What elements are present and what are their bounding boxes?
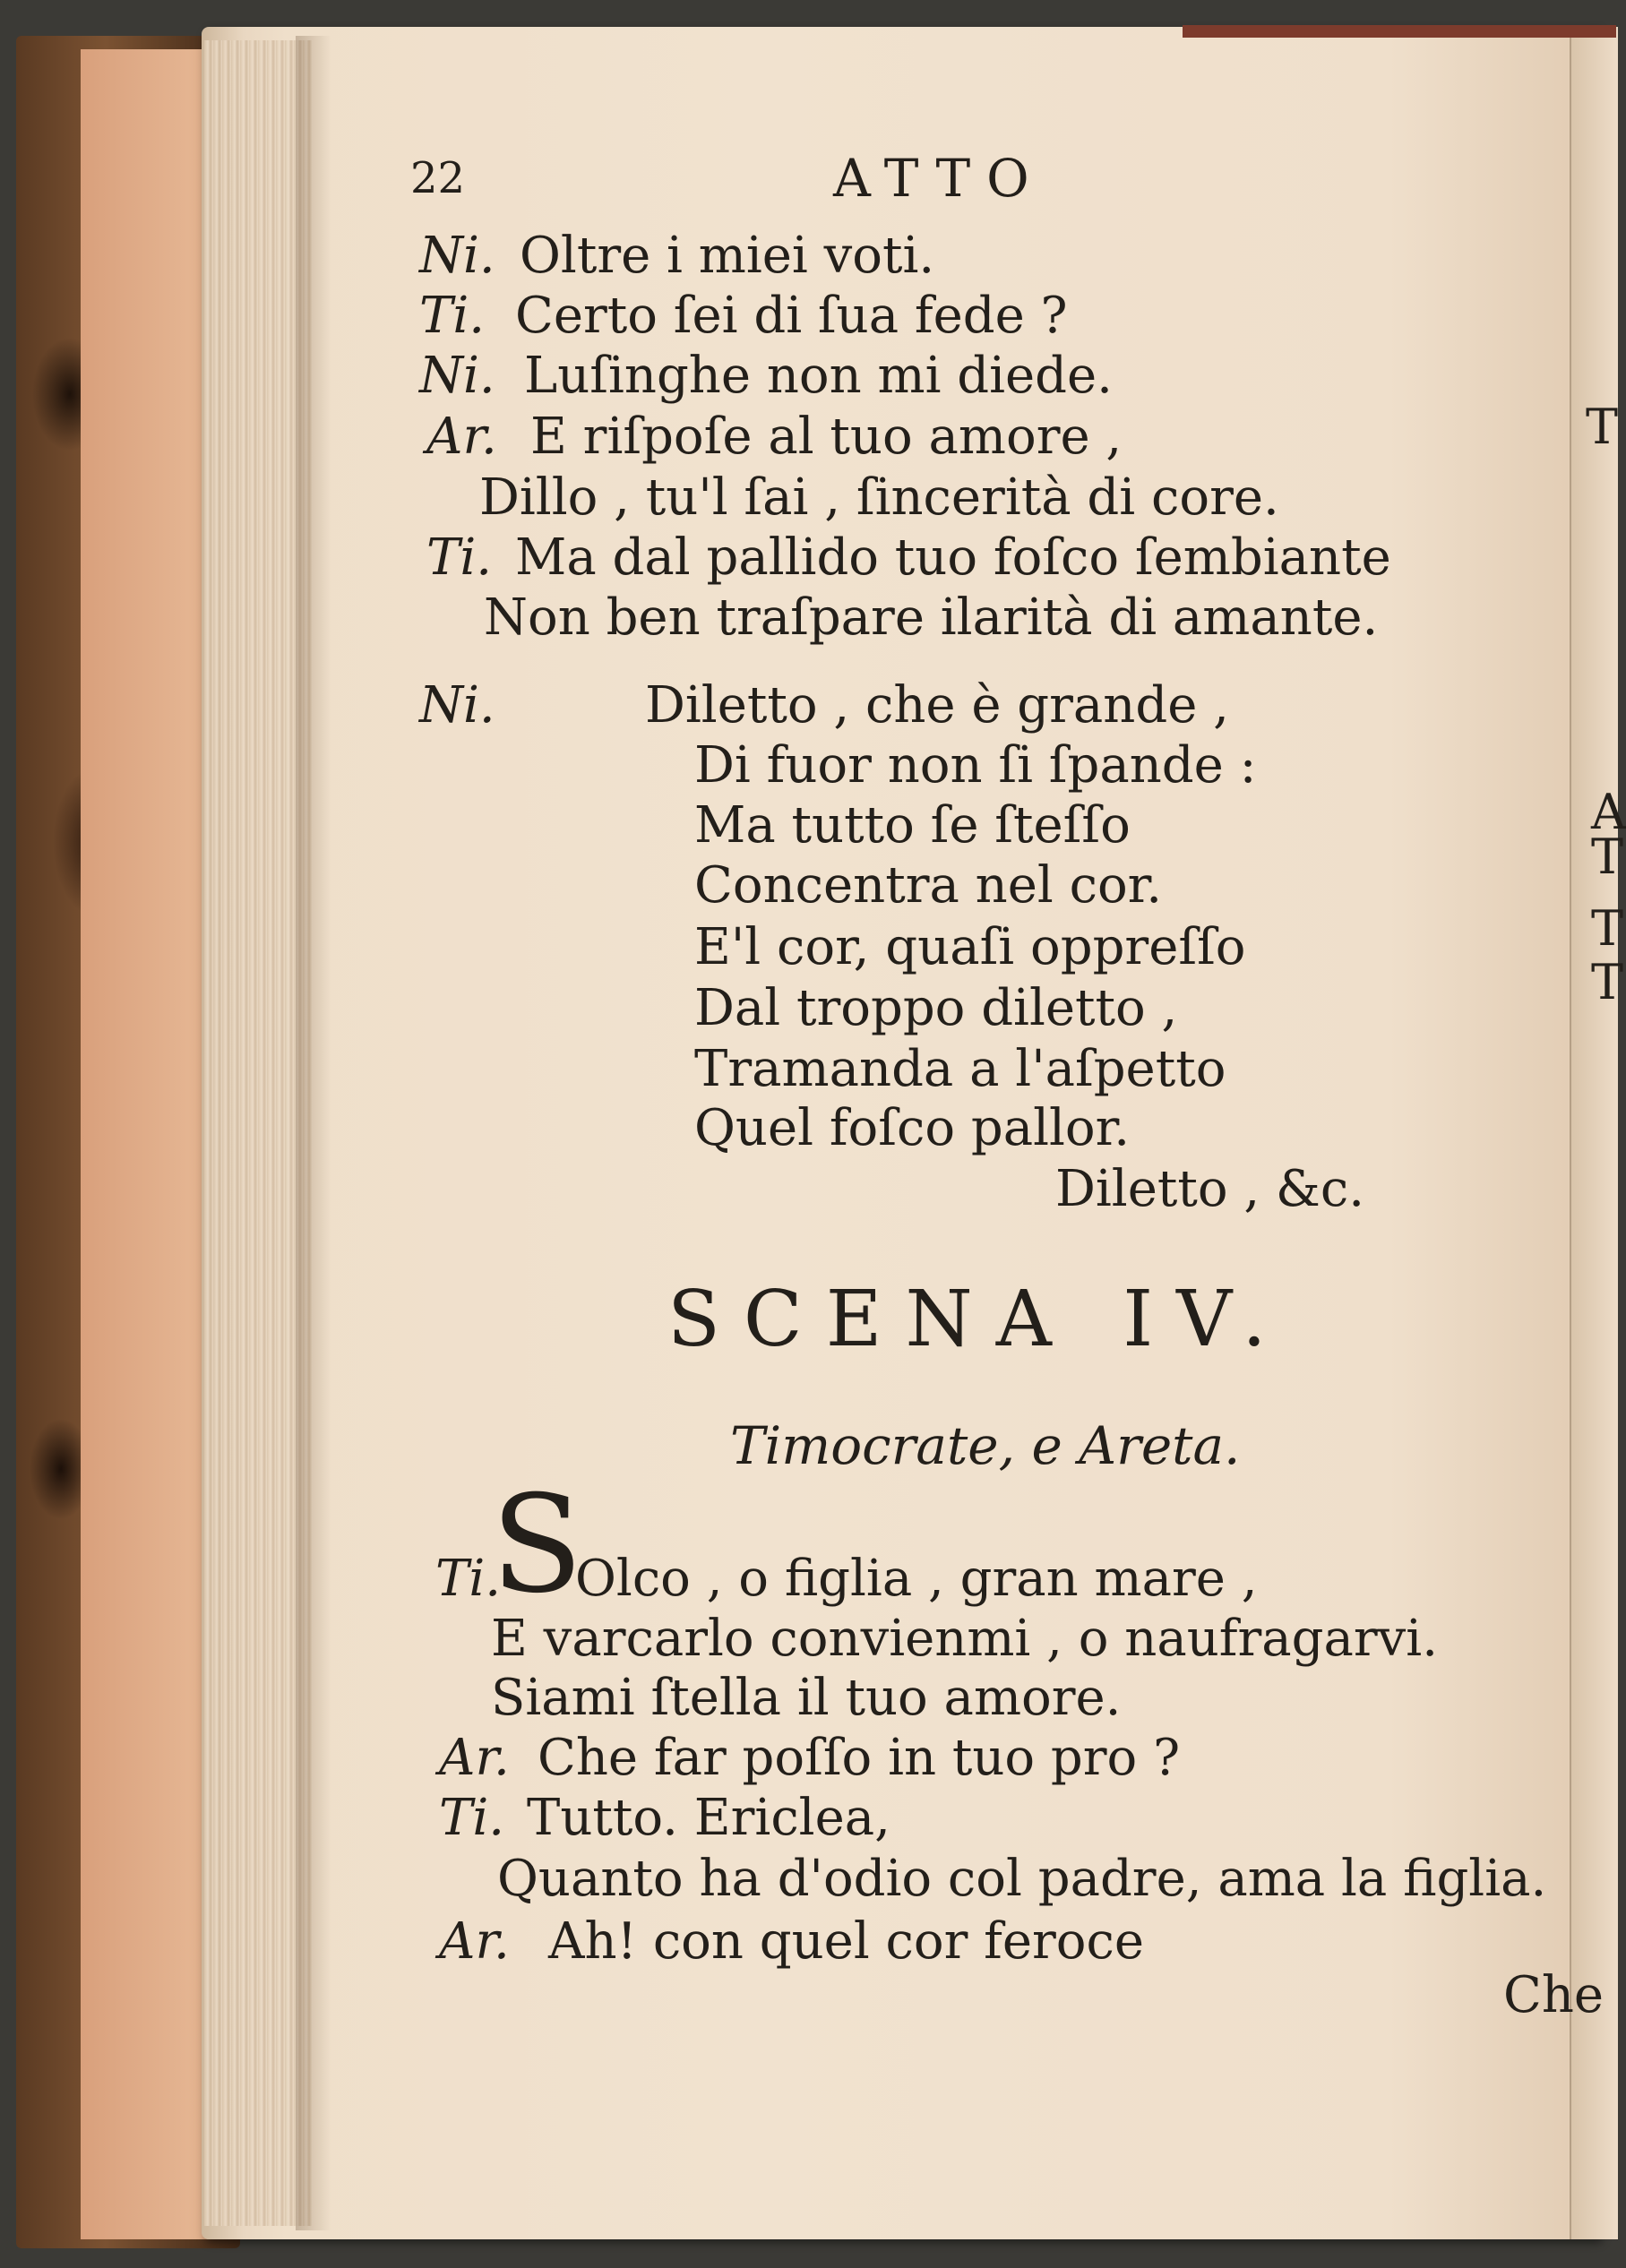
aria-line: Tramanda a l'aſpetto	[694, 1040, 1226, 1098]
aria-line: Concentra nel cor.	[694, 856, 1163, 915]
aria-line: Ma tutto ſe ſteſſo	[694, 796, 1131, 855]
facing-page-letter: T	[1586, 399, 1619, 455]
cast-conjunction: e	[1031, 1415, 1062, 1476]
facing-page-letter: T	[1591, 900, 1624, 957]
verse-line: Che far poſſo in tuo pro ?	[538, 1729, 1181, 1787]
speaker-label: Ar.	[439, 1729, 510, 1787]
cast-separator: ,	[998, 1415, 1016, 1476]
facing-page-letter: A	[1591, 784, 1626, 840]
speaker-label: Ar.	[439, 1912, 510, 1971]
verse-line: Siami ſtella il tuo amore.	[491, 1669, 1122, 1727]
running-title: ATTO	[833, 148, 1045, 209]
aria-line: Dal troppo diletto ,	[694, 979, 1178, 1037]
aria-line: Diletto , che è grande ,	[645, 676, 1229, 735]
speaker-label: Ti.	[419, 287, 486, 345]
verse-line: Certo ſei di ſua fede ?	[515, 287, 1068, 345]
scene-title: SCENA IV.	[667, 1275, 1290, 1364]
catchword: Che	[1503, 1966, 1604, 2024]
verse-line: Quanto ha d'odio col padre, ama la figlia.	[497, 1850, 1547, 1908]
speaker-label: Ar.	[426, 408, 497, 466]
verse-line: Tutto. Ericlea,	[527, 1789, 890, 1847]
verse-line: E riſpoſe al tuo amore ,	[530, 408, 1123, 466]
speaker-label: Ti.	[426, 528, 493, 587]
verse-line: Ah! con quel cor feroce	[548, 1912, 1145, 1971]
verse-line: Non ben traſpare ilarità di amante.	[484, 588, 1379, 647]
verse-line: Luſinghe non mi diede.	[524, 347, 1113, 405]
aria-line: Di fuor non ſi ſpande :	[694, 736, 1257, 795]
scene-cast	[730, 1415, 1241, 1476]
cast-member: Timocrate	[730, 1415, 999, 1476]
speaker-label: Ti.	[439, 1789, 505, 1847]
speaker-label: Ni.	[419, 676, 495, 735]
drop-cap: S	[491, 1467, 583, 1623]
aria-line: E'l cor, quaſi oppreſſo	[694, 918, 1246, 976]
facing-page-letter: T	[1591, 954, 1624, 1010]
speaker-label: Ni.	[419, 347, 495, 405]
verse-line: Ma dal pallido tuo foſco ſembiante	[515, 528, 1391, 587]
speaker-label: Ti.	[435, 1550, 502, 1608]
facing-page-letter: T	[1591, 829, 1624, 885]
page-number: 22	[410, 153, 466, 203]
verse-line: E varcarlo convienmi , o naufragarvi.	[491, 1610, 1438, 1668]
da-capo: Diletto , &c.	[1055, 1160, 1364, 1218]
verse-line: Oltre i miei voti.	[520, 227, 935, 285]
verse-line: Dillo , tu'l ſai , ſincerità di core.	[479, 468, 1279, 527]
aria-line: Quel foſco pallor.	[694, 1099, 1131, 1157]
cast-member: Areta.	[1079, 1415, 1241, 1476]
verse-line: Olco , o figlia , gran mare ,	[575, 1550, 1258, 1608]
speaker-label: Ni.	[419, 227, 495, 285]
